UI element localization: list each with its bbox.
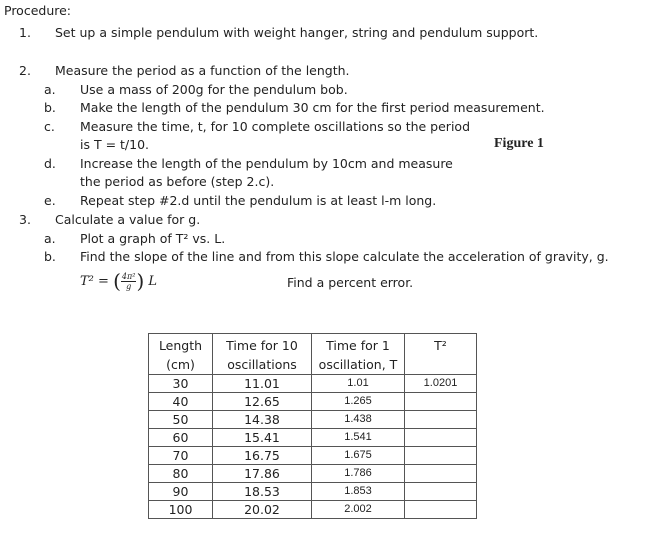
pendulum-data-table bbox=[148, 333, 477, 519]
header-time-1-line2: oscillation, T bbox=[318, 357, 398, 372]
step-2a-text: Use a mass of 200g for the pendulum bob. bbox=[80, 82, 348, 97]
equation-denominator: g bbox=[126, 282, 132, 291]
step-3a-text: Plot a graph of T² vs. L. bbox=[80, 231, 226, 246]
header-t-squared-line1: T² bbox=[434, 338, 447, 353]
table-row bbox=[149, 483, 477, 501]
header-time-10 bbox=[213, 334, 312, 375]
step-3-number: 3. bbox=[19, 212, 31, 227]
cell-length: 60 bbox=[149, 429, 213, 447]
table-row bbox=[149, 447, 477, 465]
step-3-text: Calculate a value for g. bbox=[55, 212, 201, 227]
step-3b-letter: b. bbox=[44, 249, 56, 264]
cell-period: 1.438 bbox=[312, 411, 405, 429]
header-time-10-line1: Time for 10 bbox=[226, 338, 298, 353]
cell-length: 30 bbox=[149, 375, 213, 393]
header-time-1-line1: Time for 1 bbox=[326, 338, 390, 353]
cell-time-10: 16.75 bbox=[213, 447, 312, 465]
figure-label: Figure 1 bbox=[494, 136, 544, 151]
header-time-10-line2: oscillations bbox=[227, 357, 297, 372]
equation-numerator: 4π² bbox=[121, 272, 136, 281]
cell-t-squared bbox=[405, 429, 477, 447]
cell-period: 1.675 bbox=[312, 447, 405, 465]
equation-close-paren: ) bbox=[136, 269, 145, 293]
cell-time-10: 20.02 bbox=[213, 501, 312, 519]
table-row bbox=[149, 375, 477, 393]
step-2d-letter: d. bbox=[44, 156, 56, 171]
table-row bbox=[149, 411, 477, 429]
cell-t-squared bbox=[405, 447, 477, 465]
step-2c-line2: is T = t/10. bbox=[80, 137, 150, 152]
cell-time-10: 15.41 bbox=[213, 429, 312, 447]
cell-t-squared bbox=[405, 483, 477, 501]
procedure-heading: Procedure: bbox=[4, 3, 72, 18]
cell-time-10: 17.86 bbox=[213, 465, 312, 483]
step-2c-letter: c. bbox=[44, 119, 55, 134]
percent-error-text: Find a percent error. bbox=[287, 275, 414, 290]
cell-length: 90 bbox=[149, 483, 213, 501]
header-t-squared bbox=[405, 334, 477, 375]
cell-length: 50 bbox=[149, 411, 213, 429]
step-3b-text: Find the slope of the line and from this slope calculate the acceleration of gravity, g. bbox=[80, 249, 609, 264]
equation-variable: L bbox=[148, 274, 158, 289]
cell-t-squared bbox=[405, 501, 477, 519]
header-length-line1: Length bbox=[158, 338, 203, 353]
step-1-number: 1. bbox=[19, 25, 31, 40]
cell-time-10: 12.65 bbox=[213, 393, 312, 411]
step-1-text: Set up a simple pendulum with weight hanger, string and pendulum support. bbox=[55, 25, 539, 40]
step-2c-line1: Measure the time, t, for 10 complete oscillations so the period bbox=[80, 119, 471, 134]
step-2b-text: Make the length of the pendulum 30 cm for the first period measurement. bbox=[80, 100, 545, 115]
cell-period: 1.786 bbox=[312, 465, 405, 483]
step-2e-text: Repeat step #2.d until the pendulum is at least l-m long. bbox=[80, 193, 437, 208]
equation-fraction bbox=[121, 272, 137, 291]
step-2-text: Measure the period as a function of the length. bbox=[55, 63, 350, 78]
cell-length: 40 bbox=[149, 393, 213, 411]
step-2b-letter: b. bbox=[44, 100, 56, 115]
cell-t-squared: 1.0201 bbox=[405, 375, 477, 393]
cell-t-squared bbox=[405, 465, 477, 483]
table-row bbox=[149, 465, 477, 483]
cell-period: 2.002 bbox=[312, 501, 405, 519]
cell-time-10: 11.01 bbox=[213, 375, 312, 393]
step-2d-line2: the period as before (step 2.c). bbox=[80, 174, 275, 189]
header-length-line2: (cm) bbox=[166, 357, 195, 372]
cell-period: 1.541 bbox=[312, 429, 405, 447]
table-header-row bbox=[149, 334, 477, 375]
cell-length: 80 bbox=[149, 465, 213, 483]
cell-time-10: 14.38 bbox=[213, 411, 312, 429]
gravity-equation bbox=[80, 268, 157, 295]
cell-length: 70 bbox=[149, 447, 213, 465]
step-3a-letter: a. bbox=[44, 231, 56, 246]
cell-t-squared bbox=[405, 393, 477, 411]
cell-period: 1.265 bbox=[312, 393, 405, 411]
equation-open-paren: ( bbox=[113, 269, 121, 293]
cell-time-10: 18.53 bbox=[213, 483, 312, 501]
step-2a-letter: a. bbox=[44, 82, 56, 97]
step-2-number: 2. bbox=[19, 63, 31, 78]
cell-period: 1.01 bbox=[312, 375, 405, 393]
cell-period: 1.853 bbox=[312, 483, 405, 501]
cell-length: 100 bbox=[149, 501, 213, 519]
table-row bbox=[149, 429, 477, 447]
step-2e-letter: e. bbox=[44, 193, 56, 208]
equation-lhs: T² = bbox=[80, 274, 109, 289]
table-row bbox=[149, 501, 477, 519]
header-time-1 bbox=[312, 334, 405, 375]
cell-t-squared bbox=[405, 411, 477, 429]
step-2d-line1: Increase the length of the pendulum by 10cm and measure bbox=[80, 156, 453, 171]
table-row bbox=[149, 393, 477, 411]
header-length bbox=[149, 334, 213, 375]
